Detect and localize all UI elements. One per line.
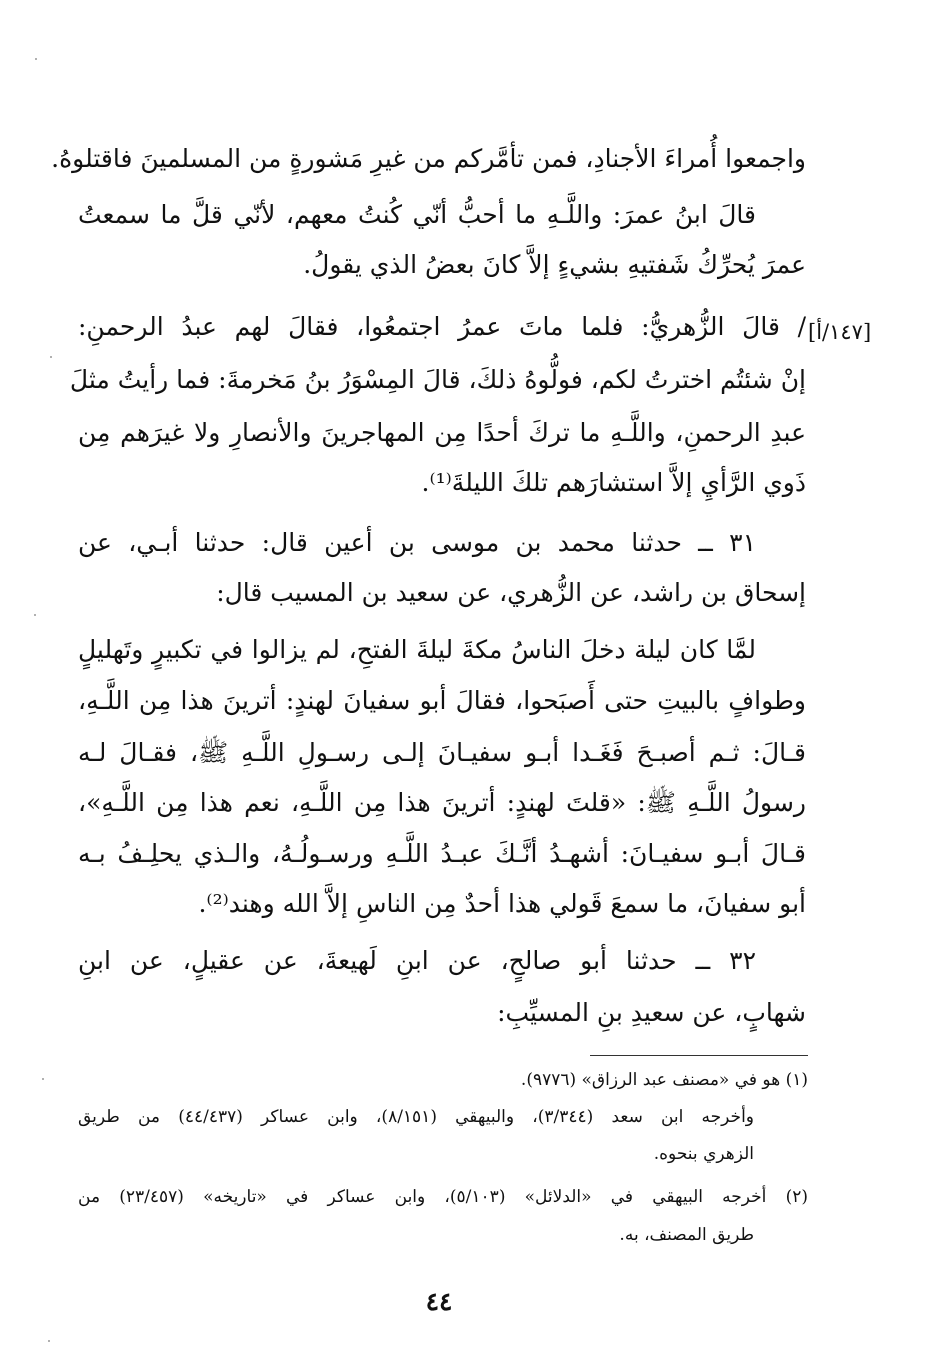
text-line: ذَوي الرَّأيِ إلاَّ استشارَهم تلكَ الليلةَ⁽¹⁾. <box>421 468 806 497</box>
text-line: قـالَ: ثـم أصبـحَ فَغَـدا أبـو سفيـانَ إلـى رسـولِ اللَّـهِ ﷺ، فقـالَ لـه <box>78 738 806 767</box>
text-line: إسحاق بن راشد، عن الزُّهري، عن سعيد بن المسيب قال: <box>216 578 806 607</box>
footnote-1: (١) هو في «مصنف عبد الرزاق» (٩٧٧٦). <box>520 1070 808 1090</box>
scan-speck <box>42 1078 44 1080</box>
folio-margin-reference: [١٤٧/أ] <box>808 320 872 344</box>
page-number: ٤٤ <box>425 1287 453 1316</box>
scan-speck <box>50 356 52 358</box>
text-line: شهابٍ، عن سعيدِ بنِ المسيِّبِ: <box>497 998 806 1027</box>
hadith-31-heading: ٣١ ــ حدثنا محمد بن موسى بن أعين قال: حدثنا أبـي، عن <box>78 528 756 557</box>
scan-speck <box>35 58 37 60</box>
scan-speck <box>34 614 36 616</box>
text-line: عبدِ الرحمنِ، واللَّـهِ ما تركَ أحدًا مِن المهاجرينَ والأنصارِ ولا غيرَهم مِن <box>78 418 806 447</box>
footnote-separator <box>590 1055 808 1056</box>
text-line: وطوافٍ بالبيتِ حتى أَصبَحوا، فقالَ أبو سفيانَ لهندٍ: أترينَ هذا مِن اللَّـهِ، <box>78 686 806 715</box>
text-line: إنْ شئتُم اخترتُ لكم، فولُّوهُ ذلكَ، قالَ المِسْوَرُ بنُ مَخرمةَ: فما رأيتُ مثلَ <box>69 365 806 394</box>
text-line: رسولُ اللَّـهِ ﷺ: «قلتَ لهندٍ: أترينَ هذا مِن اللَّـهِ، نعم هذا مِن اللَّـهِ»، <box>78 788 806 817</box>
footnote-1-line: وأخرجه ابن سعد (٣/٣٤٤)، والبيهقي (٨/١٥١)، وابن عساكر (٤٤/٤٣٧) من طريق <box>78 1107 754 1127</box>
text-line: عمرَ يُحرِّكُ شَفتيهِ بشيءٍ إلاَّ كانَ بعضُ الذي يقولُ. <box>303 250 806 279</box>
text-line: قـالَ أبـو سفيـانَ: أشهـدُ أنَّـكَ عبـدُ اللَّـهِ ورسـولُـهُ، والـذي يحلِـفُ بـه <box>78 839 806 868</box>
text-line: لمَّا كان ليلة دخلَ الناسُ مكةَ ليلةَ الفتحِ، لم يزالوا في تكبيرٍ وتَهليلٍ <box>78 635 756 664</box>
footnote-2-line: طريق المصنف، به. <box>619 1225 754 1245</box>
footnote-1-line: الزهري بنحوه. <box>653 1144 754 1164</box>
scan-speck <box>48 1340 50 1342</box>
text-line: قالَ ابنُ عمرَ: واللَّـهِ ما أحبُّ أنّي كُنتُ معهم، لأنّي قلَّ ما سمعتُ <box>78 200 756 229</box>
footnote-2: (٢) أخرجه البيهقي في «الدلائل» (٥/١٠٣)، وابن عساكر في «تاريخه» (٢٣/٤٥٧) من <box>78 1187 809 1207</box>
hadith-32-heading: ٣٢ ــ حدثنا أبو صالحٍ، عن ابنِ لَهيعةَ، عن عقيلٍ، عن ابنِ <box>78 946 756 975</box>
text-line: أبو سفيانَ، ما سمعَ قَولي هذا أحدٌ مِن الناسِ إلاَّ الله وهند⁽²⁾. <box>198 889 806 918</box>
text-line: واجمعوا أُمراءَ الأجنادِ، فمن تأمَّركم من غيرِ مَشورةٍ من المسلمينَ فاقتلوهُ. <box>51 144 806 173</box>
text-line: / قالَ الزُّهريُّ: فلما ماتَ عمرُ اجتمعُوا، فقالَ لهم عبدُ الرحمنِ: <box>78 312 806 341</box>
